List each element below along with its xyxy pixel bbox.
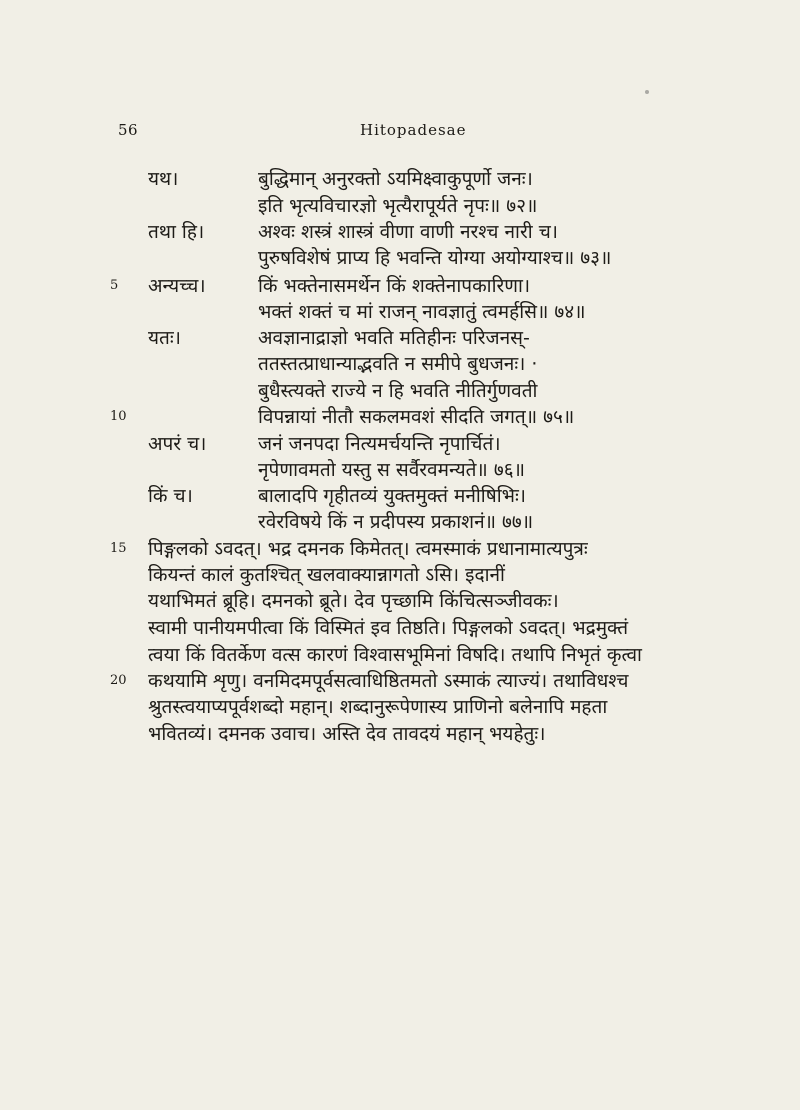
prose-line: भवितव्यं। दमनक उवाच। अस्ति देव तावदयं महान् भयहेतुः। bbox=[148, 723, 546, 745]
verse-line: बुधैस्त्यक्ते राज्ये न हि भवति नीतिर्गुणवती bbox=[258, 380, 538, 402]
line-number: 10 bbox=[110, 409, 127, 424]
line-number: 5 bbox=[110, 278, 119, 293]
verse-lead: किं च। bbox=[148, 485, 193, 507]
verse-line: जनं जनपदा नित्यमर्चयन्ति नृपार्चितं। bbox=[258, 433, 501, 455]
verse-line: अश्वः शस्त्रं शास्त्रं वीणा वाणी नरश्च नारी च। bbox=[258, 221, 558, 243]
verse-lead: अन्यच्च। bbox=[148, 275, 206, 297]
verse-line: रवेरविषये किं न प्रदीपस्य प्रकाशनं॥ ७७॥ bbox=[258, 511, 534, 533]
prose-line: कियन्तं कालं कुतश्चित् खलवाक्यान्नागतो ऽसि। इदानीं bbox=[148, 564, 505, 586]
verse-lead: यतः। bbox=[148, 327, 181, 349]
verse-line: किं भक्तेनासमर्थेन किं शक्तेनापकारिणा। bbox=[258, 275, 531, 297]
prose-line: पिङ्गलको ऽवदत्। भद्र दमनक किमेतत्। त्वमस्माकं प्रधानामात्यपुत्रः bbox=[148, 538, 588, 560]
verse-line: बालादपि गृहीतव्यं युक्तमुक्तं मनीषिभिः। bbox=[258, 485, 527, 507]
verse-lead: यथ। bbox=[148, 168, 179, 190]
verse-line: पुरुषविशेषं प्राप्य हि भवन्ति योग्या अयोग्याश्च॥ ७३॥ bbox=[258, 247, 612, 269]
verse-lead: तथा हि। bbox=[148, 221, 205, 243]
verse-line: ततस्तत्प्राधान्याद्भवति न समीपे बुधजनः। · bbox=[258, 353, 538, 375]
prose-line: यथाभिमतं ब्रूहि। दमनको ब्रूते। देव पृच्छामि किंचित्सञ्जीवकः। bbox=[148, 590, 559, 612]
verse-line: भक्तं शक्तं च मां राजन् नावज्ञातुं त्वमर्हसि॥ ७४॥ bbox=[258, 301, 586, 323]
prose-line: श्रुतस्त्वयाप्यपूर्वशब्दो महान्। शब्दानुरूपेणास्य प्राणिनो बलेनापि महता bbox=[148, 696, 608, 718]
prose-line: स्वामी पानीयमपीत्वा किं विस्मितं इव तिष्ठति। पिङ्गलको ऽवदत्। भद्रमुक्तं bbox=[148, 617, 629, 639]
verse-line: इति भृत्यविचारज्ञो भृत्यैरापूर्यते नृपः॥ ७२॥ bbox=[258, 195, 538, 217]
line-number: 20 bbox=[110, 673, 127, 688]
running-title: Hitopadesae bbox=[360, 121, 467, 139]
verse-line: नृपेणावमतो यस्तु स सर्वैरवमन्यते॥ ७६॥ bbox=[258, 459, 525, 481]
verse-line: बुद्धिमान् अनुरक्तो ऽयमिक्ष्वाकुपूर्णो जनः। bbox=[258, 168, 533, 190]
prose-line: त्वया किं वितर्केण वत्स कारणं विश्वासभूमिनां विषदि। तथापि निभृतं कृत्वा bbox=[148, 644, 642, 666]
verse-line: अवज्ञानाद्राज्ञो भवति मतिहीनः परिजनस्- bbox=[258, 327, 530, 349]
line-number: 15 bbox=[110, 541, 127, 556]
page-number: 56 bbox=[118, 121, 139, 139]
verse-lead: अपरं च। bbox=[148, 433, 207, 455]
prose-line: कथयामि शृणु। वनमिदमपूर्वसत्वाधिष्ठितमतो ऽस्माकं त्याज्यं। तथाविधश्च bbox=[148, 670, 629, 692]
verse-line: विपन्नायां नीतौ सकलमवशं सीदति जगत्॥ ७५॥ bbox=[258, 406, 575, 428]
